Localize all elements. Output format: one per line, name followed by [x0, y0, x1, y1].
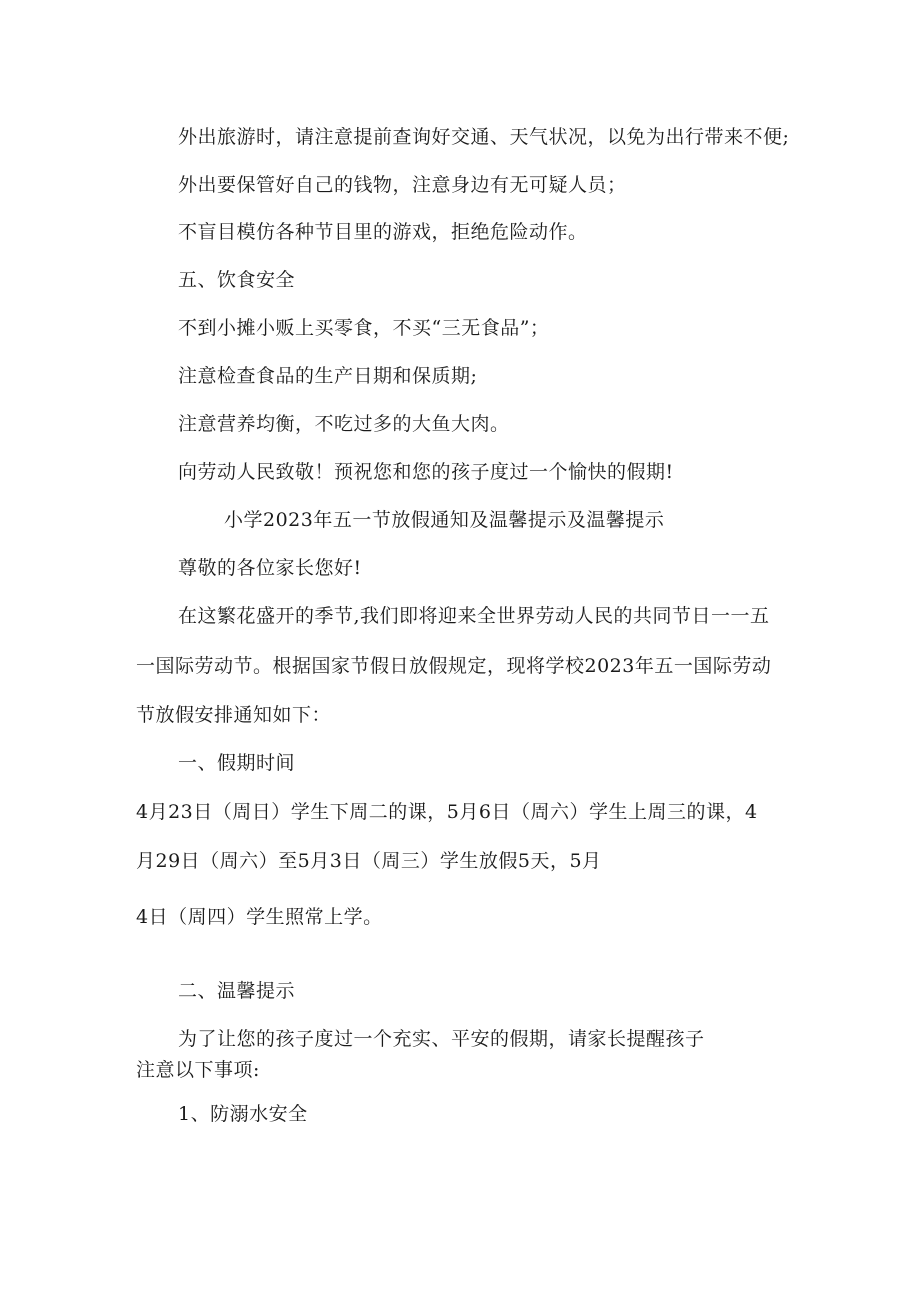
paragraph-line: 节放假安排通知如下： [136, 704, 332, 726]
paragraph-line: 4月23日（周日）学生下周二的课，5月6日（周六）学生上周三的课，4 [136, 801, 758, 823]
paragraph-line: 不盲目模仿各种节目里的游戏，拒绝危险动作。 [178, 221, 588, 243]
paragraph-line: 注意营养均衡，不吃过多的大鱼大肉。 [178, 413, 510, 435]
section-heading: 五、饮食安全 [178, 269, 296, 291]
paragraph-line: 月29日（周六）至5月3日（周三）学生放假5天，5月 [136, 850, 602, 872]
section-heading: 二、温馨提示 [178, 980, 296, 1002]
paragraph-line: 向劳动人民致敬！预祝您和您的孩子度过一个愉快的假期! [178, 461, 674, 483]
subsection-heading: 1、防溺水安全 [178, 1103, 308, 1125]
document-title: 小学2023年五一节放假通知及温馨提示及温馨提示 [224, 509, 665, 531]
paragraph-line: 为了让您的孩子度过一个充实、平安的假期，请家长提醒孩子 [178, 1028, 705, 1050]
greeting: 尊敬的各位家长您好! [178, 557, 362, 579]
paragraph-line: 注意检查食品的生产日期和保质期; [178, 365, 478, 387]
paragraph-line: 在这繁花盛开的季节,我们即将迎来全世界劳动人民的共同节日一一五 [178, 605, 770, 627]
paragraph-line: 注意以下事项: [136, 1059, 260, 1081]
section-heading: 一、假期时间 [178, 752, 296, 774]
paragraph-line: 一国际劳动节。根据国家节假日放假规定，现将学校2023年五一国际劳动 [136, 655, 772, 677]
paragraph-line: 4日（周四）学生照常上学。 [136, 906, 383, 928]
paragraph-line: 不到小摊小贩上买零食，不买“三无食品”； [178, 317, 550, 339]
paragraph-line: 外出旅游时，请注意提前查询好交通、天气状况，以免为出行带来不便; [178, 126, 790, 148]
paragraph-line: 外出要保管好自己的钱物，注意身边有无可疑人员； [178, 174, 627, 196]
